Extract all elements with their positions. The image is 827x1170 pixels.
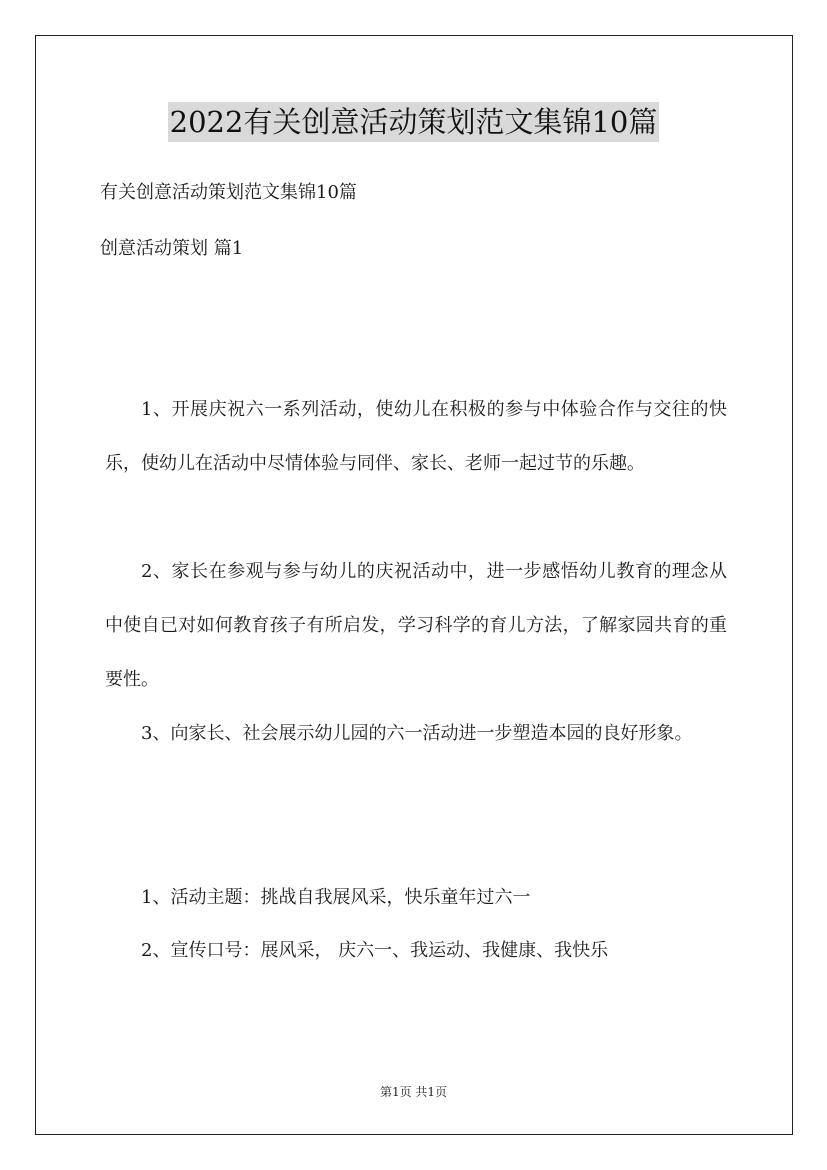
document-title: 2022有关创意活动策划范文集锦10篇 [168, 102, 660, 142]
section-heading: 创意活动策划 篇1 [100, 238, 244, 259]
document-subtitle: 有关创意活动策划范文集锦10篇 [100, 182, 357, 203]
paragraph-2: 2、家长在参观与参与幼儿的庆祝活动中，进一步感悟幼儿教育的理念从中使自已对如何教育孩子有所启发，学习科学的育儿方法，了解家园共育的重要性。 [105, 561, 727, 690]
list-item-theme: 1、活动主题：挑战自我展风采，快乐童年过六一 [141, 887, 531, 908]
page-footer: 第1页 共1页 [379, 1085, 448, 1099]
title-container [0, 102, 827, 142]
list-item-slogan: 2、宣传口号：展风采， 庆六一、我运动、我健康、我快乐 [141, 940, 609, 961]
paragraph-3: 3、向家长、社会展示幼儿园的六一活动进一步塑造本园的良好形象。 [141, 723, 693, 744]
paragraph-1: 1、开展庆祝六一系列活动，使幼儿在积极的参与中体验合作与交往的快乐，使幼儿在活动中尽情体验与同伴、家长、老师一起过节的乐趣。 [105, 399, 727, 474]
